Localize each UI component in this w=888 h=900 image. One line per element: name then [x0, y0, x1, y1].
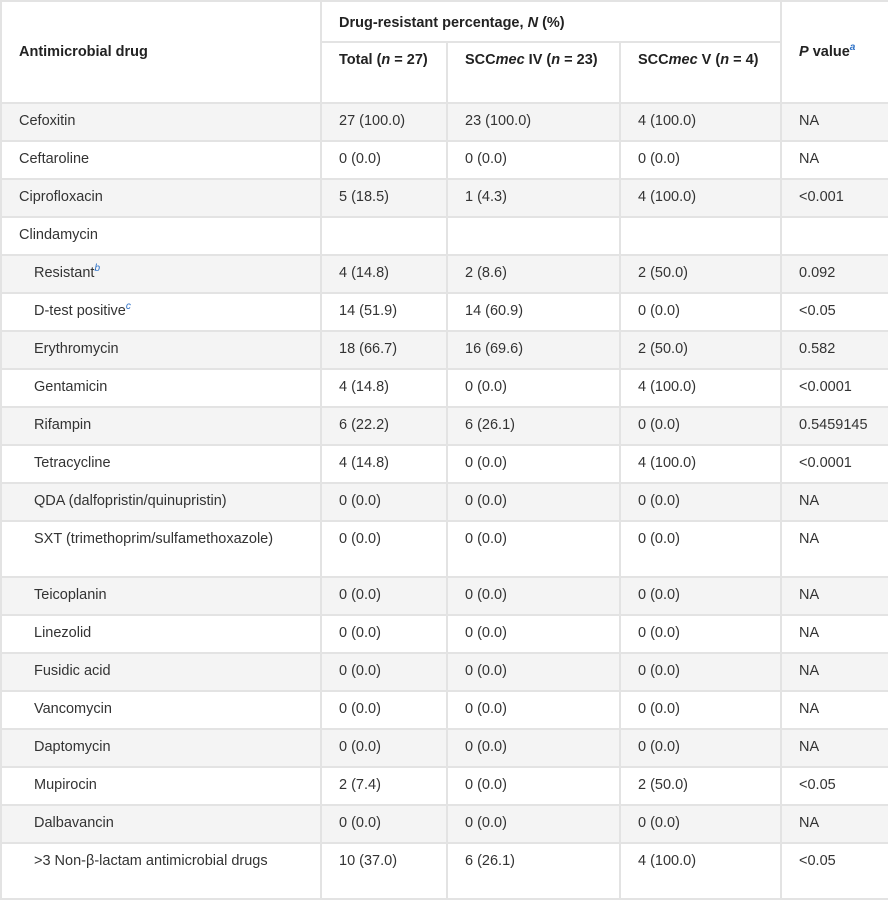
- scc-iv-cell: 0 (0.0): [447, 483, 620, 521]
- header-p-value: P value$^a$: [781, 1, 888, 103]
- table-row: [1, 805, 888, 843]
- p-value-cell: <0.0001: [781, 445, 888, 483]
- total-cell: 0 (0.0): [321, 729, 447, 767]
- scc-iv-cell: 0 (0.0): [447, 805, 620, 843]
- p-value-cell: NA: [781, 691, 888, 729]
- scc-v-cell: 2 (50.0): [620, 255, 781, 293]
- p-value-cell: 0.582: [781, 331, 888, 369]
- scc-v-cell: 4 (100.0): [620, 843, 781, 899]
- table-row: [1, 407, 888, 445]
- p-value-cell: NA: [781, 615, 888, 653]
- p-value-cell: [781, 217, 888, 255]
- table-row: [1, 445, 888, 483]
- table-row: [1, 369, 888, 407]
- p-value-cell: NA: [781, 653, 888, 691]
- table-row: [1, 483, 888, 521]
- scc-iv-cell: 1 (4.3): [447, 179, 620, 217]
- table-row: [1, 653, 888, 691]
- scc-iv-cell: 0 (0.0): [447, 729, 620, 767]
- scc-iv-cell: 23 (100.0): [447, 103, 620, 141]
- total-cell: 27 (100.0): [321, 103, 447, 141]
- drug-cell: Ceftaroline: [1, 141, 321, 179]
- scc-v-cell: 0 (0.0): [620, 653, 781, 691]
- scc-iv-cell: 0 (0.0): [447, 615, 620, 653]
- header-scc-v: SCCmec V (n = 4): [620, 42, 781, 103]
- total-cell: 10 (37.0): [321, 843, 447, 899]
- total-cell: 0 (0.0): [321, 615, 447, 653]
- header-scc-iv: SCCmec IV (n = 23): [447, 42, 620, 103]
- drug-cell: Daptomycin: [1, 729, 321, 767]
- table-row: [1, 577, 888, 615]
- drug-cell: Clindamycin: [1, 217, 321, 255]
- table-row: [1, 255, 888, 293]
- total-cell: 5 (18.5): [321, 179, 447, 217]
- scc-v-cell: 4 (100.0): [620, 445, 781, 483]
- drug-cell: Cefoxitin: [1, 103, 321, 141]
- scc-v-cell: 4 (100.0): [620, 179, 781, 217]
- table-row: [1, 293, 888, 331]
- total-cell: 0 (0.0): [321, 653, 447, 691]
- total-cell: 0 (0.0): [321, 691, 447, 729]
- table-row: [1, 103, 888, 141]
- p-value-cell: <0.001: [781, 179, 888, 217]
- scc-v-cell: 0 (0.0): [620, 407, 781, 445]
- total-cell: [321, 217, 447, 255]
- table-row: [1, 691, 888, 729]
- scc-v-cell: 4 (100.0): [620, 103, 781, 141]
- p-value-cell: <0.05: [781, 293, 888, 331]
- p-value-cell: NA: [781, 729, 888, 767]
- total-cell: 14 (51.9): [321, 293, 447, 331]
- total-cell: 4 (14.8): [321, 369, 447, 407]
- scc-iv-cell: 6 (26.1): [447, 843, 620, 899]
- scc-v-cell: 0 (0.0): [620, 293, 781, 331]
- drug-cell: Erythromycin: [1, 331, 321, 369]
- p-value-cell: NA: [781, 577, 888, 615]
- scc-v-cell: 4 (100.0): [620, 369, 781, 407]
- drug-cell: Tetracycline: [1, 445, 321, 483]
- total-cell: 6 (22.2): [321, 407, 447, 445]
- footnote-a: a: [849, 42, 856, 54]
- footnote-c: c: [125, 301, 131, 313]
- scc-v-cell: 0 (0.0): [620, 577, 781, 615]
- header-group: Drug-resistant percentage, N (%): [321, 1, 781, 42]
- drug-cell: SXT (trimethoprim/sulfamethoxazole): [1, 521, 321, 577]
- scc-iv-cell: 0 (0.0): [447, 653, 620, 691]
- scc-v-cell: [620, 217, 781, 255]
- total-cell: 18 (66.7): [321, 331, 447, 369]
- scc-iv-cell: 0 (0.0): [447, 577, 620, 615]
- p-value-cell: NA: [781, 141, 888, 179]
- scc-v-cell: 0 (0.0): [620, 615, 781, 653]
- scc-iv-cell: [447, 217, 620, 255]
- table-row: [1, 767, 888, 805]
- drug-cell: >3 Non-β-lactam antimicrobial drugs: [1, 843, 321, 899]
- table-row: [1, 521, 888, 577]
- drug-cell: Ciprofloxacin: [1, 179, 321, 217]
- scc-iv-cell: 0 (0.0): [447, 521, 620, 577]
- scc-iv-cell: 0 (0.0): [447, 767, 620, 805]
- drug-cell: D-test positive$^c$: [1, 293, 321, 331]
- scc-iv-cell: 0 (0.0): [447, 445, 620, 483]
- table-row: [1, 729, 888, 767]
- drug-cell: Fusidic acid: [1, 653, 321, 691]
- scc-v-cell: 2 (50.0): [620, 767, 781, 805]
- footnote-b: b: [94, 263, 101, 275]
- p-value-cell: <0.0001: [781, 369, 888, 407]
- p-value-cell: NA: [781, 103, 888, 141]
- scc-v-cell: 0 (0.0): [620, 805, 781, 843]
- p-value-cell: NA: [781, 805, 888, 843]
- scc-iv-cell: 6 (26.1): [447, 407, 620, 445]
- total-cell: 0 (0.0): [321, 141, 447, 179]
- drug-cell: Gentamicin: [1, 369, 321, 407]
- drug-cell: Mupirocin: [1, 767, 321, 805]
- scc-v-cell: 0 (0.0): [620, 521, 781, 577]
- total-cell: 0 (0.0): [321, 483, 447, 521]
- p-value-cell: 0.5459145: [781, 407, 888, 445]
- total-cell: 4 (14.8): [321, 445, 447, 483]
- scc-v-cell: 0 (0.0): [620, 691, 781, 729]
- drug-cell: Vancomycin: [1, 691, 321, 729]
- scc-iv-cell: 14 (60.9): [447, 293, 620, 331]
- drug-cell: Resistant$^b$: [1, 255, 321, 293]
- scc-v-cell: 2 (50.0): [620, 331, 781, 369]
- table-row: [1, 217, 888, 255]
- table-row: [1, 141, 888, 179]
- total-cell: 2 (7.4): [321, 767, 447, 805]
- drug-cell: Teicoplanin: [1, 577, 321, 615]
- p-value-cell: NA: [781, 483, 888, 521]
- p-value-cell: NA: [781, 521, 888, 577]
- scc-iv-cell: 2 (8.6): [447, 255, 620, 293]
- total-cell: 4 (14.8): [321, 255, 447, 293]
- table-row: [1, 615, 888, 653]
- scc-iv-cell: 0 (0.0): [447, 141, 620, 179]
- drug-cell: QDA (dalfopristin/quinupristin): [1, 483, 321, 521]
- table-row: [1, 331, 888, 369]
- drug-cell: Dalbavancin: [1, 805, 321, 843]
- scc-iv-cell: 0 (0.0): [447, 369, 620, 407]
- drug-cell: Linezolid: [1, 615, 321, 653]
- header-total: Total (n = 27): [321, 42, 447, 103]
- header-drug: Antimicrobial drug: [1, 1, 321, 103]
- scc-v-cell: 0 (0.0): [620, 141, 781, 179]
- total-cell: 0 (0.0): [321, 577, 447, 615]
- table-row: [1, 179, 888, 217]
- p-value-cell: <0.05: [781, 843, 888, 899]
- scc-iv-cell: 0 (0.0): [447, 691, 620, 729]
- drug-cell: Rifampin: [1, 407, 321, 445]
- total-cell: 0 (0.0): [321, 805, 447, 843]
- p-value-cell: <0.05: [781, 767, 888, 805]
- total-cell: 0 (0.0): [321, 521, 447, 577]
- scc-iv-cell: 16 (69.6): [447, 331, 620, 369]
- scc-v-cell: 0 (0.0): [620, 729, 781, 767]
- p-value-cell: 0.092: [781, 255, 888, 293]
- table-row: [1, 843, 888, 899]
- scc-v-cell: 0 (0.0): [620, 483, 781, 521]
